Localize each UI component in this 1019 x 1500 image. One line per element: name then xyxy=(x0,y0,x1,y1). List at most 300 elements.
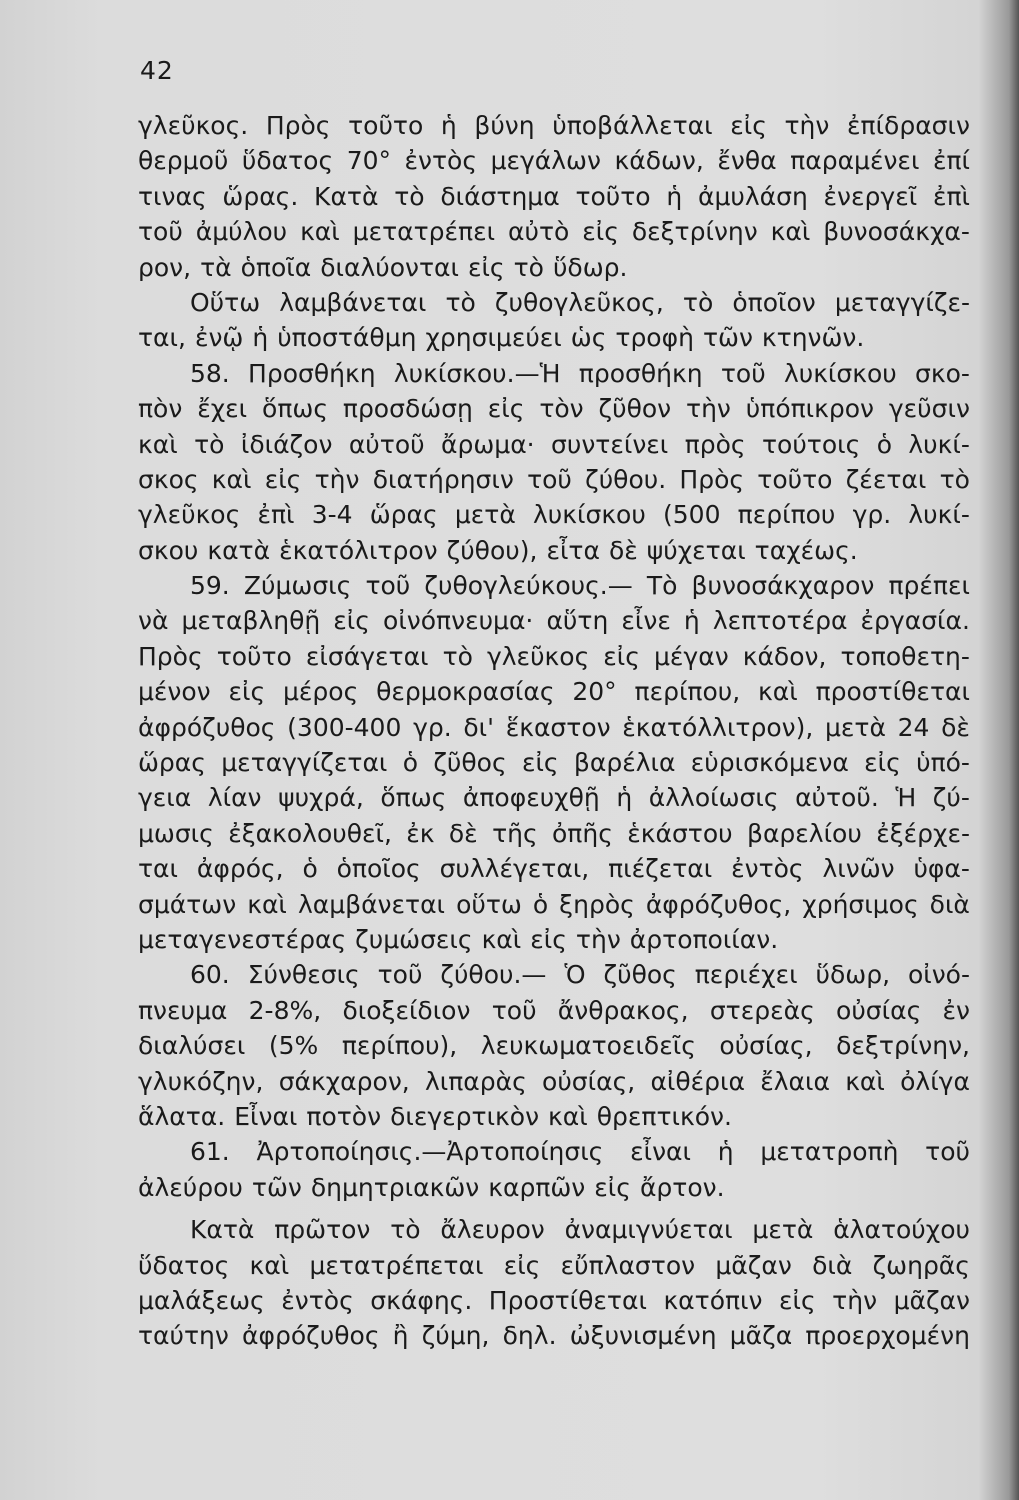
word: τὸ xyxy=(194,429,225,459)
word: πρῶτον xyxy=(274,1215,371,1245)
word: τῶν xyxy=(702,323,753,353)
word: προερχομένη xyxy=(805,1321,970,1351)
word: λυκίσκου xyxy=(533,500,646,530)
word: ἔλαια xyxy=(760,1066,830,1096)
word: (300-400 xyxy=(287,712,402,742)
word: γρ. xyxy=(413,712,452,742)
word: προσδώσῃ xyxy=(342,394,473,424)
word: βυνοσάκχα- xyxy=(823,217,970,247)
text-line xyxy=(138,533,970,568)
word: εἰς xyxy=(228,677,266,707)
text-line xyxy=(138,603,970,638)
word: ἐνεργεῖ xyxy=(823,181,918,211)
word: ζῦθον xyxy=(598,394,672,424)
word: ὠξυνισμένη xyxy=(569,1321,717,1351)
word: ἅλατα. xyxy=(138,1101,226,1131)
word: αὐτοῦ. xyxy=(795,783,879,813)
word: κατὰ xyxy=(207,535,271,565)
word: ὅπως xyxy=(262,394,328,424)
word: μέγαν xyxy=(654,641,729,671)
word: ξηρὸς xyxy=(559,889,635,919)
word: τὸ xyxy=(682,287,714,317)
text-line xyxy=(138,922,970,957)
word: πιέζεται xyxy=(608,854,713,884)
word: εἰς xyxy=(467,252,505,282)
word: τὰ xyxy=(200,252,232,282)
word: εἰς xyxy=(487,394,525,424)
word: καὶ xyxy=(138,429,178,459)
text-line xyxy=(138,1099,970,1134)
word: ζῦθος xyxy=(433,748,507,778)
word: τὴν xyxy=(575,924,621,954)
word: καὶ xyxy=(845,1066,885,1096)
word: τὸ xyxy=(390,1215,421,1245)
word: καὶ xyxy=(481,924,522,954)
word: ψύχεται xyxy=(646,535,746,565)
word: ἐπίδρασιν xyxy=(847,111,970,140)
word: βυνοσάκχαρον xyxy=(691,571,875,601)
text-line xyxy=(138,427,970,462)
word: ἀναμιγνύεται xyxy=(564,1215,733,1245)
word: ρον, xyxy=(138,252,192,282)
word: ὁποῖον xyxy=(732,287,816,317)
word: ἐξακολουθεῖ, xyxy=(228,818,392,848)
text-line xyxy=(138,1212,970,1247)
word: εἰς xyxy=(264,464,302,494)
word: καὶ xyxy=(300,217,340,247)
word: τὴν xyxy=(832,1285,878,1315)
word: τὴν xyxy=(686,394,731,424)
word: μᾶζα xyxy=(729,1321,793,1351)
word: γλεῦκος. xyxy=(138,111,249,140)
word: τοῦ xyxy=(138,217,183,247)
word: Σύνθεσις xyxy=(247,960,360,990)
text-line xyxy=(138,1028,970,1063)
word: κτηνῶν. xyxy=(761,323,865,353)
word: μαλάξεως xyxy=(138,1285,265,1315)
word: πὸν xyxy=(138,394,183,424)
word: ἄλευρον xyxy=(440,1215,545,1245)
word: (500 xyxy=(663,500,721,530)
word: Ζύμωσις xyxy=(243,571,352,601)
word: ἀφρόζυθος xyxy=(138,712,276,742)
word: δὲ xyxy=(608,535,638,565)
text-line xyxy=(138,143,970,178)
word: Πρὸς xyxy=(265,111,331,140)
word: ἐπὶ xyxy=(932,181,970,211)
word: ἑκατόλλιτρον), xyxy=(622,712,814,742)
text-line xyxy=(138,639,970,674)
word: εἰς xyxy=(530,924,567,954)
word: μεταγγίζε- xyxy=(834,287,970,317)
word: λίαν xyxy=(207,783,262,813)
word: γρ. xyxy=(852,500,892,530)
word: ὀπῆς xyxy=(552,818,613,848)
section-59-heading-line xyxy=(138,568,970,603)
word: χρησιμεύει xyxy=(425,323,562,353)
word: ἀφρόζυθος, xyxy=(645,889,792,919)
word: διαλύσει xyxy=(138,1031,246,1061)
word: τοῦ xyxy=(925,1137,970,1167)
word: μετατρέπεται xyxy=(309,1250,484,1280)
word: δὲ xyxy=(941,712,970,742)
word: τοῦτο xyxy=(757,464,833,494)
word: ταχέως. xyxy=(754,535,858,565)
word: ἡ xyxy=(252,323,269,353)
word: ζυθογλεῦκος, xyxy=(494,287,664,317)
word: τὸ xyxy=(513,252,544,282)
word: εἰς xyxy=(779,1285,816,1315)
word: πνευμα xyxy=(138,995,228,1025)
word: ἀμύλου xyxy=(195,217,288,247)
word: τῆς xyxy=(492,818,538,848)
word: τὸ xyxy=(442,641,473,671)
word: ζῦθος xyxy=(603,960,677,990)
word: ὁ xyxy=(302,854,318,884)
word: ὡς xyxy=(570,323,607,353)
word: τοῦτο xyxy=(575,181,651,211)
word: προστίθεται xyxy=(815,677,970,707)
word: 70° xyxy=(346,146,391,176)
word: ζύθου), xyxy=(446,535,538,565)
word: οἰνόπνευμα· xyxy=(383,606,534,636)
text-line xyxy=(138,1170,970,1205)
text-line xyxy=(138,1064,970,1099)
word: σμάτων xyxy=(138,889,237,919)
word: 58. xyxy=(190,358,230,388)
word: διαλύονται xyxy=(320,252,459,282)
word: σκάφης. xyxy=(370,1285,473,1315)
word: εἶναι xyxy=(630,1137,691,1167)
text-line xyxy=(138,214,970,249)
word: εἰς xyxy=(503,1250,541,1280)
word: διοξείδιον xyxy=(342,995,471,1025)
word: ἑκατόλιτρον xyxy=(279,535,438,565)
word: σκος xyxy=(138,464,199,494)
word: ἐκ xyxy=(406,818,435,848)
word: ἐντὸς xyxy=(731,854,804,884)
word: τοῦ xyxy=(491,995,537,1025)
word: σκο- xyxy=(915,358,970,388)
word: καὶ xyxy=(758,677,798,707)
word: μένον xyxy=(138,677,211,707)
word: μετατρέπει xyxy=(352,217,496,247)
word: ὥρας. xyxy=(222,181,299,211)
word: σκου xyxy=(138,535,199,565)
word: ὑπό- xyxy=(916,748,970,778)
word: γλυκόζην, xyxy=(138,1066,264,1096)
word: Κατὰ xyxy=(190,1215,255,1245)
word: ἢ xyxy=(392,1321,409,1351)
word: ἄνθρακος, xyxy=(557,995,689,1025)
word: βαρελίου xyxy=(746,818,862,848)
word: μεγάλων xyxy=(490,146,601,176)
word: τοῦτο xyxy=(348,111,424,140)
word: καρπῶν xyxy=(488,1172,586,1202)
word: αὐτοῦ xyxy=(348,429,425,459)
word: θερμοκρασίας xyxy=(376,677,555,707)
word: ὥρας xyxy=(138,748,206,778)
word: ἀφρός, xyxy=(196,854,284,884)
word: καὶ xyxy=(770,217,811,247)
word: κάδων, xyxy=(614,146,704,176)
word: 60. xyxy=(190,960,230,990)
word: ἐντὸς xyxy=(281,1285,354,1315)
word: ὁ xyxy=(402,748,418,778)
word: ποτὸν xyxy=(306,1101,382,1131)
word: μεταγενεστέρας xyxy=(138,924,347,954)
word: πρέπει xyxy=(888,571,970,601)
word: 2-8%, xyxy=(248,995,322,1025)
word: ὁποῖος xyxy=(336,854,421,884)
word: εἰς xyxy=(594,1172,631,1202)
text-line xyxy=(138,285,970,320)
word: ἐπί xyxy=(932,146,970,176)
word: ἑκάστου xyxy=(627,818,733,848)
word: ἔχει xyxy=(197,394,248,424)
word: καὶ xyxy=(249,1250,290,1280)
word: θρεπτικόν. xyxy=(596,1101,732,1131)
word: διὰ xyxy=(812,1250,853,1280)
word: μεταγγίζεται xyxy=(221,748,388,778)
word: ὑποβάλλεται xyxy=(552,111,713,140)
word: γλεῦκος xyxy=(486,641,590,671)
word: ἄρτον. xyxy=(639,1172,725,1202)
word: καὶ xyxy=(548,1101,588,1131)
word: ζύθου.— xyxy=(440,960,547,990)
text-line xyxy=(138,391,970,426)
word: ἀλλοίωσις xyxy=(648,783,779,813)
word: μετὰ xyxy=(824,712,886,742)
word: αὕτη xyxy=(546,606,609,636)
word: τοῦ xyxy=(720,358,766,388)
word: λαμβάνεται xyxy=(279,287,427,317)
word: διάστημα xyxy=(440,181,560,211)
word: τὴν xyxy=(314,464,360,494)
section-61-heading-line xyxy=(138,1134,970,1169)
word: τοῦ xyxy=(527,464,572,494)
body-text xyxy=(138,108,970,1354)
page-number: 42 xyxy=(140,56,174,85)
word: οὐσίας xyxy=(836,995,922,1025)
word: μετὰ xyxy=(454,500,516,530)
word: τὸν xyxy=(539,394,584,424)
word: εἰσάγεται xyxy=(305,641,429,671)
word: γεια xyxy=(138,783,192,813)
text-line xyxy=(138,462,970,497)
word: Ὁ xyxy=(564,960,586,990)
text-line xyxy=(138,674,970,709)
word: ὕδατος xyxy=(241,146,334,176)
word: περιέχει xyxy=(694,960,798,990)
word: δεξτρίνην, xyxy=(836,1031,970,1061)
word: θερμοῦ xyxy=(138,146,229,176)
word: εἰς xyxy=(864,748,901,778)
word: τοποθετη- xyxy=(840,641,970,671)
word: εὑρισκόμενα xyxy=(690,748,849,778)
word: τούτοις xyxy=(761,429,861,459)
word: περίπου, xyxy=(634,677,741,707)
word: ται, xyxy=(138,323,186,353)
word: δὲ xyxy=(448,818,478,848)
word: μετατροπὴ xyxy=(760,1137,899,1167)
word: 61. xyxy=(190,1137,230,1167)
word: ἄρωμα· xyxy=(441,429,535,459)
word: ἀμυλάση xyxy=(697,181,808,211)
text-line xyxy=(138,710,970,745)
text-line xyxy=(138,250,970,285)
word: λιπαρὰς xyxy=(424,1066,527,1096)
word: ἡ xyxy=(683,606,700,636)
word: νὰ xyxy=(138,606,169,636)
text-line xyxy=(138,745,970,780)
text-line xyxy=(138,108,970,143)
word: εἶτα xyxy=(546,535,600,565)
word: Πρὸς xyxy=(138,641,203,671)
word: λυκί- xyxy=(908,500,970,530)
word: ἡ xyxy=(717,1137,734,1167)
word: τὸ xyxy=(939,464,970,494)
text-line xyxy=(138,1248,970,1283)
word: αὐτὸ xyxy=(508,217,570,247)
word: ἐξέρχε- xyxy=(876,818,970,848)
text-line xyxy=(138,1283,970,1318)
word: Προσθήκη xyxy=(248,358,376,388)
word: Ἡ xyxy=(895,783,917,813)
word: μᾶζαν xyxy=(715,1250,792,1280)
word: 59. xyxy=(190,571,230,601)
word: εἰς xyxy=(603,641,640,671)
word: Οὕτω xyxy=(190,287,261,317)
word: ὁ xyxy=(532,889,549,919)
word: ὅπως xyxy=(380,783,447,813)
word: δημητριακῶν xyxy=(310,1172,480,1202)
word: διεγερτικὸν xyxy=(390,1101,540,1131)
word: λυκί- xyxy=(908,429,970,459)
word: 24 xyxy=(897,712,930,742)
word: οὐσίας, xyxy=(719,1031,813,1061)
word: γεῦσιν xyxy=(888,394,970,424)
word: ἐνῷ xyxy=(194,323,244,353)
word: ἡ xyxy=(440,111,457,140)
word: ὑφα- xyxy=(913,854,970,884)
word: δεξτρίνην xyxy=(631,217,758,247)
word: προσθήκη xyxy=(578,358,703,388)
word: 3-4 xyxy=(311,500,353,530)
word: οὕτω xyxy=(456,889,522,919)
word: ζυθογλεύκους.— xyxy=(424,571,633,601)
word: ται xyxy=(138,854,178,884)
word: δι' xyxy=(463,712,495,742)
section-60-heading-line xyxy=(138,957,970,992)
word: ὁποῖα xyxy=(240,252,312,282)
word: Τὸ xyxy=(646,571,678,601)
word: Κατὰ xyxy=(314,181,379,211)
word: αἰθέρια xyxy=(650,1066,745,1096)
word: ἐργασία. xyxy=(860,606,970,636)
word: παραμένει xyxy=(790,146,920,176)
word: οἰνό- xyxy=(907,960,970,990)
word: γλεῦκος xyxy=(138,500,241,530)
word: ἀλεύρου xyxy=(138,1172,243,1202)
word: τοῦ xyxy=(365,571,411,601)
word: ὀλίγα xyxy=(900,1066,970,1096)
word: εἶνε xyxy=(621,606,671,636)
text-line xyxy=(138,179,970,214)
word: λινῶν xyxy=(822,854,895,884)
word: καὶ xyxy=(247,889,287,919)
word: Πρὸς xyxy=(679,464,745,494)
word: ζύ- xyxy=(932,783,970,813)
text-line xyxy=(138,851,970,886)
word: ὕδατος xyxy=(138,1250,230,1280)
text-line xyxy=(138,1318,970,1353)
word: τὸ xyxy=(394,181,425,211)
word: δηλ. xyxy=(502,1321,557,1351)
word: περίπου xyxy=(737,500,836,530)
text-line xyxy=(138,993,970,1028)
word: ἡ xyxy=(616,783,633,813)
word: τῶν xyxy=(251,1172,302,1202)
word: λευκωματοειδεῖς xyxy=(480,1031,696,1061)
word: ἡ xyxy=(666,181,683,211)
word: 20° xyxy=(572,677,617,707)
word: ζωηρᾶς xyxy=(872,1250,970,1280)
word: περίπου), xyxy=(341,1031,458,1061)
word: ἰδιάζον xyxy=(240,429,333,459)
word: μέρος xyxy=(283,677,359,707)
word: κάδον, xyxy=(742,641,827,671)
word: μετὰ xyxy=(752,1215,814,1245)
word: τινας xyxy=(138,181,207,211)
word: μεταβληθῇ xyxy=(181,606,321,636)
word: καὶ xyxy=(211,464,252,494)
word: συντείνει xyxy=(551,429,669,459)
text-line xyxy=(138,780,970,815)
word: ἀρτοποιίαν. xyxy=(629,924,779,954)
word: λεπτοτέρα xyxy=(712,606,848,636)
word: ὕδωρ. xyxy=(552,252,628,282)
word: ἀφρόζυθος xyxy=(242,1321,380,1351)
text-line xyxy=(138,320,970,355)
word: κατόπιν xyxy=(663,1285,763,1315)
word: τοῦ xyxy=(377,960,423,990)
word: Προστίθεται xyxy=(488,1285,647,1315)
word: διὰ xyxy=(929,889,970,919)
word: ἀποφευχθῇ xyxy=(462,783,600,813)
word: ὕδωρ, xyxy=(815,960,891,990)
word: ἔνθα xyxy=(717,146,777,176)
word: ζύθου. xyxy=(585,464,667,494)
word: τροφὴ xyxy=(615,323,694,353)
word: βαρέλια xyxy=(573,748,676,778)
text-line xyxy=(138,887,970,922)
word: βύνη xyxy=(474,111,535,140)
word: εἰς xyxy=(521,748,559,778)
word: ταύτην xyxy=(138,1321,229,1351)
word: (5% xyxy=(268,1031,319,1061)
section-58-heading-line xyxy=(138,356,970,391)
word: οὐσίας, xyxy=(542,1066,636,1096)
word: ἁλατούχου xyxy=(833,1215,970,1245)
word: τοῦτο xyxy=(216,641,292,671)
word: χρήσιμος xyxy=(802,889,919,919)
word: ψυχρά, xyxy=(278,783,364,813)
text-line xyxy=(138,497,970,532)
word: τὸ xyxy=(445,287,476,317)
word: ὑποστάθμη xyxy=(277,323,417,353)
word: μᾶζαν xyxy=(893,1285,970,1315)
